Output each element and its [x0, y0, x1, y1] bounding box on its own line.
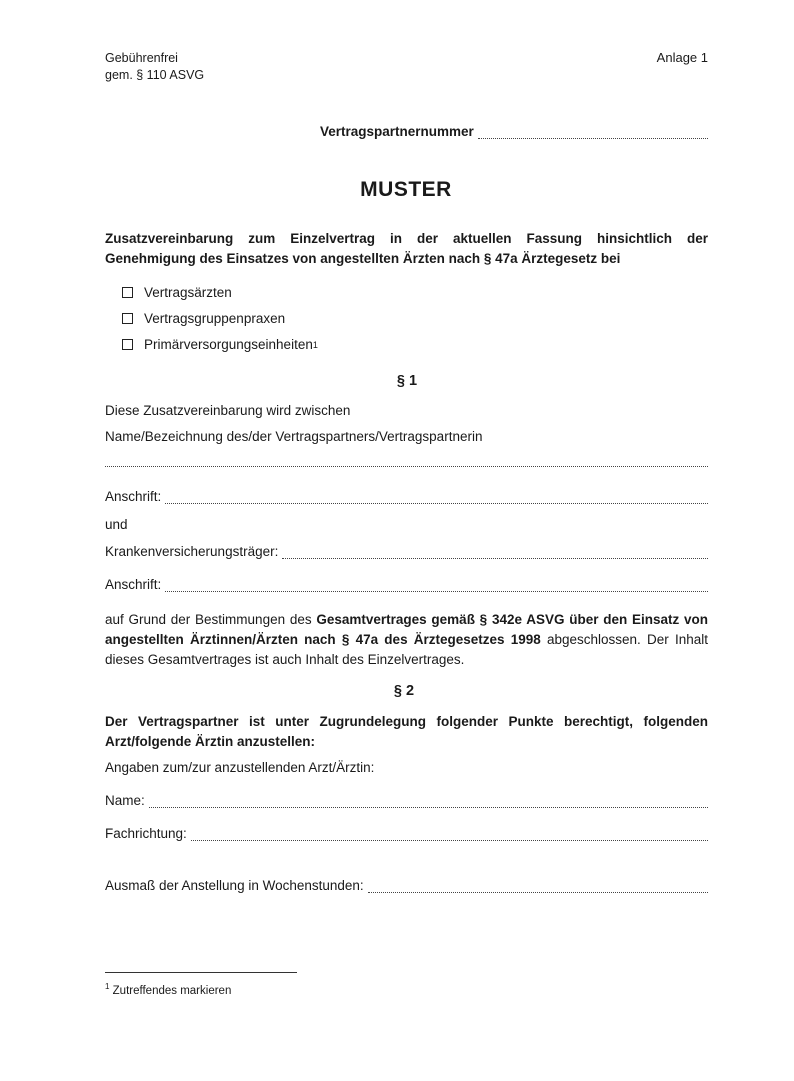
partner-address-field[interactable]	[105, 489, 708, 504]
partner-number-field[interactable]	[320, 124, 708, 139]
partner-name-dots[interactable]	[105, 454, 708, 467]
doctor-name-field[interactable]	[105, 793, 708, 808]
insurer-field[interactable]	[105, 544, 708, 559]
checkbox-row-primary-care[interactable]	[122, 337, 318, 352]
insurer-address-field[interactable]	[105, 577, 708, 592]
paragraph-bold-text: Gesamtvertrages gemäß § 342e ASVG über den Einsatz von angestellten Ärztinnen/Ärzten nach § 47a des Ärztegesetzes 1998	[105, 612, 708, 647]
footnote-number: 1	[105, 982, 110, 991]
checkbox-label: Vertragsgruppenpraxen	[144, 311, 286, 326]
insurer-address-dots[interactable]	[165, 579, 708, 592]
footnote-divider	[105, 972, 297, 973]
checkbox-label: Primärversorgungseinheiten	[144, 337, 313, 352]
weekly-hours-dots[interactable]	[368, 880, 708, 893]
paragraph-text-1: auf Grund der Bestimmungen des	[105, 612, 317, 627]
fee-notice	[105, 50, 204, 84]
doctor-name-label: Name:	[105, 793, 145, 808]
weekly-hours-field[interactable]	[105, 878, 708, 893]
and-label: und	[105, 517, 128, 532]
footnote-text: Zutreffendes markieren	[112, 984, 232, 997]
weekly-hours-label: Ausmaß der Anstellung in Wochenstunden:	[105, 878, 364, 893]
specialty-dots[interactable]	[191, 828, 708, 841]
specialty-field[interactable]	[105, 826, 708, 841]
footnote	[105, 982, 231, 997]
checkbox-icon[interactable]	[122, 313, 133, 324]
insurer-dots[interactable]	[282, 546, 708, 559]
checkbox-row-group-practices[interactable]	[122, 311, 285, 326]
fee-notice-line1: Gebührenfrei	[105, 51, 178, 65]
partner-name-field[interactable]	[105, 454, 708, 467]
section1-paragraph	[105, 610, 708, 670]
partner-address-label: Anschrift:	[105, 489, 162, 504]
insurer-address-label: Anschrift:	[105, 577, 162, 592]
insurer-label: Krankenversicherungsträger:	[105, 544, 279, 559]
partner-number-dots[interactable]	[478, 126, 708, 139]
checkbox-row-contract-doctors[interactable]	[122, 285, 232, 300]
section1-line2: Name/Bezeichnung des/der Vertragspartners/Vertragspartnerin	[105, 429, 483, 444]
doctor-name-dots[interactable]	[149, 795, 708, 808]
fee-notice-line2: gem. § 110 ASVG	[105, 68, 205, 82]
section2-heading: § 2	[393, 683, 415, 699]
checkbox-icon[interactable]	[122, 287, 133, 298]
attachment-label: Anlage 1	[656, 50, 708, 65]
intro-heading: Zusatzvereinbarung zum Einzelvertrag in der aktuellen Fassung hinsichtlich der Genehmigung des Einsatzes von angestellten Ärzten nach § 47a Ärztegesetz bei	[105, 231, 708, 266]
paragraph-text-2: abgeschlossen. Der Inhalt dieses Gesamtvertrages ist auch Inhalt des Einzelvertrages.	[105, 632, 708, 667]
partner-number-label: Vertragspartnernummer	[320, 124, 474, 139]
section1-heading: § 1	[396, 373, 418, 389]
partner-address-dots[interactable]	[165, 491, 708, 504]
checkbox-label: Vertragsärzten	[144, 285, 232, 300]
document-title: MUSTER	[360, 178, 452, 201]
section2-paragraph: Der Vertragspartner ist unter Zugrundelegung folgender Punkte berechtigt, folgenden Arzt/folgende Ärztin anzustellen:	[105, 714, 708, 749]
specialty-label: Fachrichtung:	[105, 826, 187, 841]
checkbox-icon[interactable]	[122, 339, 133, 350]
doctor-details-label: Angaben zum/zur anzustellenden Arzt/Ärztin:	[105, 760, 375, 775]
section1-line1: Diese Zusatzvereinbarung wird zwischen	[105, 403, 351, 418]
footnote-ref: 1	[312, 339, 318, 350]
